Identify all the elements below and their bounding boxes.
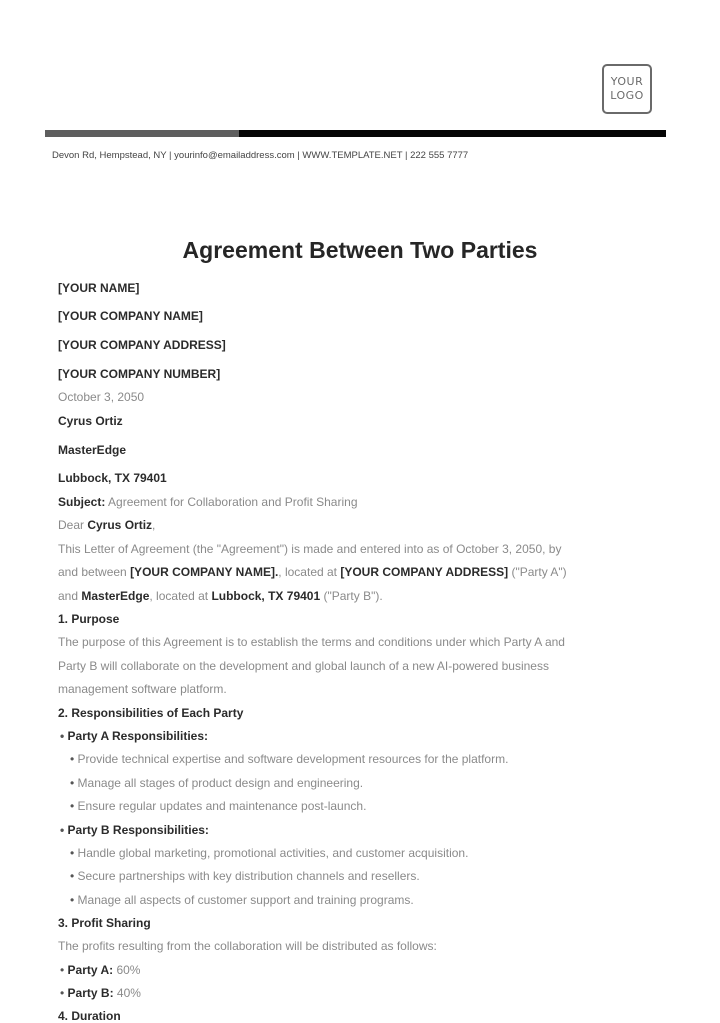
bullet-icon: • (60, 823, 65, 837)
party-a-label-text: Party A Responsibilities: (67, 729, 209, 743)
section-heading-profit-sharing: 3. Profit Sharing (58, 916, 151, 930)
greeting-prefix: Dear (58, 518, 88, 532)
bullet-icon: • (60, 986, 65, 1000)
list-item-text: Ensure regular updates and maintenance post-launch. (77, 799, 367, 813)
section-heading-duration: 4. Duration (58, 1009, 121, 1023)
intro-company-address: [YOUR COMPANY ADDRESS] (340, 565, 509, 579)
list-item (70, 752, 508, 766)
purpose-line-2: Party B will collaborate on the development and global launch of a new AI-powered business (58, 659, 549, 673)
sender-name: [YOUR NAME] (58, 281, 140, 295)
greeting-suffix: , (152, 518, 156, 532)
bullet-icon: • (60, 729, 65, 743)
list-item (70, 869, 420, 883)
recipient-name: Cyrus Ortiz (58, 414, 123, 428)
intro-line-1: This Letter of Agreement (the "Agreement") is made and entered into as of October 3, 2050, by (58, 542, 562, 556)
intro-text: and (58, 589, 82, 603)
sender-company-address: [YOUR COMPANY ADDRESS] (58, 338, 226, 352)
logo-text-line2: LOGO (610, 89, 644, 102)
sender-company-number: [YOUR COMPANY NUMBER] (58, 367, 221, 381)
profit-value: 40% (113, 986, 141, 1000)
company-logo-placeholder (602, 64, 652, 114)
subject-text: Agreement for Collaboration and Profit Sharing (105, 495, 358, 509)
letter-date: October 3, 2050 (58, 390, 145, 404)
list-item-text: Handle global marketing, promotional activities, and customer acquisition. (77, 846, 469, 860)
greeting-name: Cyrus Ortiz (87, 518, 153, 532)
bullet-icon: • (70, 893, 75, 907)
bullet-icon: • (70, 799, 75, 813)
profit-label: Party A: (67, 963, 114, 977)
contact-info: Devon Rd, Hempstead, NY | yourinfo@emailaddress.com | WWW.TEMPLATE.NET | 222 555 7777 (52, 150, 469, 161)
logo-text-line1: YOUR (610, 75, 644, 88)
intro-text: , located at (278, 565, 341, 579)
list-item-text: Secure partnerships with key distribution channels and resellers. (77, 869, 420, 883)
purpose-line-3: management software platform. (58, 682, 227, 696)
purpose-line-1: The purpose of this Agreement is to establish the terms and conditions under which Party A and (58, 635, 565, 649)
profit-share-party-a (60, 963, 140, 977)
recipient-address: Lubbock, TX 79401 (58, 471, 167, 485)
list-item (70, 846, 468, 860)
header-divider-black (239, 130, 666, 137)
header-divider-gray (45, 130, 239, 137)
bullet-icon: • (70, 752, 75, 766)
intro-recipient-company: MasterEdge (81, 589, 150, 603)
intro-text: ("Party B"). (320, 589, 383, 603)
bullet-icon: • (70, 869, 75, 883)
party-a-responsibilities-label (60, 729, 208, 743)
section-heading-purpose: 1. Purpose (58, 612, 120, 626)
list-item-text: Manage all stages of product design and engineering. (77, 776, 364, 790)
profit-intro: The profits resulting from the collaboration will be distributed as follows: (58, 939, 437, 953)
list-item-text: Provide technical expertise and software development resources for the platform. (77, 752, 509, 766)
intro-text: , located at (149, 589, 212, 603)
intro-line-3 (58, 589, 383, 603)
intro-company-name: [YOUR COMPANY NAME]. (130, 565, 279, 579)
list-item (70, 893, 414, 907)
intro-text: and between (58, 565, 131, 579)
profit-label: Party B: (67, 986, 114, 1000)
bullet-icon: • (60, 963, 65, 977)
list-item-text: Manage all aspects of customer support and training programs. (77, 893, 414, 907)
bullet-icon: • (70, 846, 75, 860)
party-b-label-text: Party B Responsibilities: (67, 823, 209, 837)
greeting (58, 518, 155, 532)
profit-share-party-b (60, 986, 141, 1000)
recipient-company: MasterEdge (58, 443, 127, 457)
party-b-responsibilities-label (60, 823, 209, 837)
list-item (70, 799, 366, 813)
bullet-icon: • (70, 776, 75, 790)
subject-line (58, 495, 358, 509)
document-title: Agreement Between Two Parties (182, 237, 538, 263)
section-heading-responsibilities: 2. Responsibilities of Each Party (58, 706, 244, 720)
profit-value: 60% (113, 963, 141, 977)
subject-label: Subject: (58, 495, 106, 509)
list-item (70, 776, 363, 790)
intro-line-2 (58, 565, 567, 579)
intro-text: ("Party A") (508, 565, 567, 579)
intro-recipient-address: Lubbock, TX 79401 (211, 589, 321, 603)
sender-company-name: [YOUR COMPANY NAME] (58, 309, 203, 323)
